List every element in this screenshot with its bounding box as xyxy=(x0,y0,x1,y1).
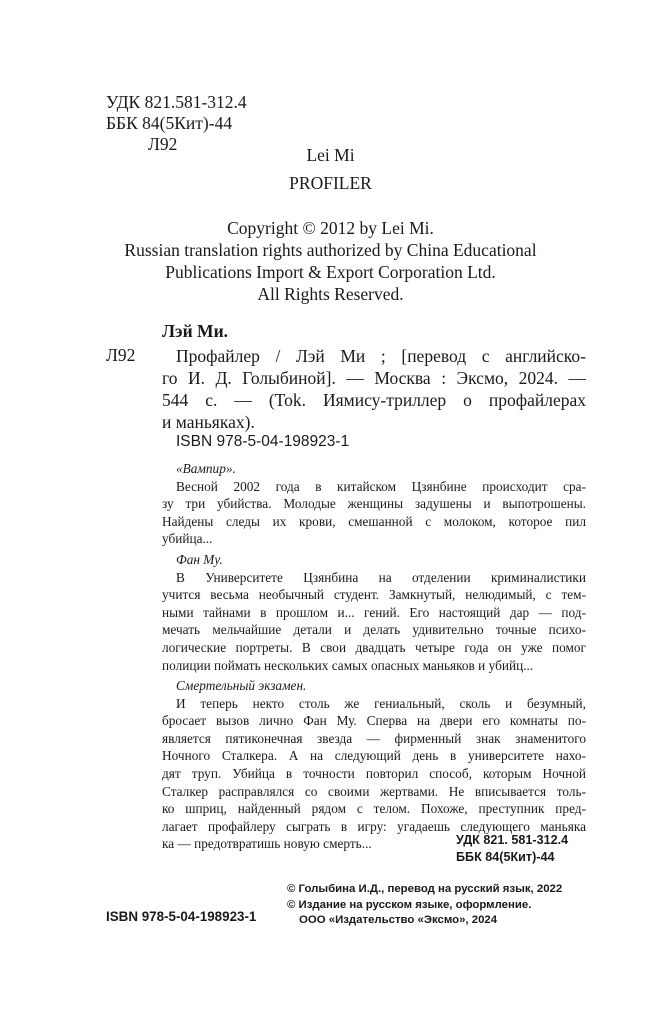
entry-author: Лэй Ми. xyxy=(162,321,229,341)
annotation-line: Найдены следы их крови, смешанной с молоком, которое пил xyxy=(162,513,586,529)
annotation-line: зу три убийства. Молодые женщины задушены и выпотрошены. xyxy=(162,496,586,512)
annotation-line: ными тайнами в прошлом и... гений. Его настоящий дар — под- xyxy=(162,604,586,620)
bbk-code: ББК 84(5Кит)-44 xyxy=(106,113,233,133)
bibliographic-description xyxy=(162,345,586,433)
annotation-paragraph xyxy=(162,551,586,674)
copyright-line: © Издание на русском языке, оформление. xyxy=(287,898,532,911)
annotation-line: убийца... xyxy=(162,531,213,547)
annotation-paragraph xyxy=(162,460,586,548)
footer-isbn: ISBN 978-5-04-198923-1 xyxy=(106,909,257,924)
footer-bbk: ББК 84(5Кит)-44 xyxy=(456,850,555,864)
annotation-line: мечать мельчайшие детали и делать удивительно точные психо- xyxy=(162,622,586,638)
rights-line: All Rights Reserved. xyxy=(257,284,404,304)
annotation-line: лагает профайлеру сыграть в игру: угадаешь следующего маньяка xyxy=(162,818,586,834)
footer-udk: УДК 821. 581-312.4 xyxy=(456,833,569,847)
biblio-line: и маньяках). xyxy=(162,412,255,432)
rights-line: Russian translation rights authorized by China Educational xyxy=(124,240,537,260)
annotation-line: полиции поймать нескольких самых опасных маньяков и убийц... xyxy=(162,657,534,673)
annotation-line: ко шприц, найденный рядом с телом. Похоже, преступник пред- xyxy=(162,801,586,817)
copyright-line: ООО «Издательство «Эксмо», 2024 xyxy=(299,914,498,927)
biblio-line: Профайлер / Лэй Ми ; [перевод с английско- xyxy=(176,346,586,366)
annotation-line: учится весьма необычный студент. Замкнутый, нелюдимый, с тем- xyxy=(162,587,586,603)
annotation-line: Ночного Сталкера. А на следующий день в университете нахо- xyxy=(162,748,586,764)
shelf-code: Л92 xyxy=(148,134,178,154)
copyright-line: © Голыбина И.Д., перевод на русский язык, 2022 xyxy=(287,883,563,895)
annotation-lead: Смертельный экзамен. xyxy=(176,678,307,693)
annotation-line: является пятиконечная звезда — фирменный знак знаменитого xyxy=(162,730,586,746)
biblio-line: 544 с. — (Tok. Иямису-триллер о профайлерах xyxy=(162,390,586,410)
rights-notice xyxy=(0,217,661,305)
rights-line: Publications Import & Export Corporation Ltd. xyxy=(165,262,496,282)
annotation-line: ка — предотвратишь новую смерть... xyxy=(162,836,372,852)
original-author: Lei Mi xyxy=(306,145,355,165)
rights-line: Copyright © 2012 by Lei Mi. xyxy=(227,218,434,238)
annotation-line: В Университете Цзянбина на отделении криминалистики xyxy=(176,569,586,585)
annotation-line: И теперь некто столь же гениальный, сколь и безумный, xyxy=(176,695,586,711)
annotation-paragraph xyxy=(162,677,586,853)
annotation-lead: Фан Му. xyxy=(176,552,223,567)
annotation-line: дят труп. Убийца в точности повторил способ, которым Ночной xyxy=(162,765,586,781)
footer-codes xyxy=(456,832,568,866)
entry-shelf-code: Л92 xyxy=(106,345,136,365)
entry-isbn: ISBN 978-5-04-198923-1 xyxy=(176,433,350,450)
annotation-line: Сталкер расправлялся со своими жертвами. Не вписывается толь- xyxy=(162,783,586,799)
udk-code: УДК 821.581-312.4 xyxy=(106,92,247,112)
biblio-line: го И. Д. Голыбиной]. — Москва : Эксмо, 2024. — xyxy=(162,368,586,388)
annotation-line: логические портреты. В свои двадцать четыре года он уже помог xyxy=(162,639,586,655)
annotation-line: бросает вызов лично Фан Му. Сперва на двери его комнаты по- xyxy=(162,713,586,729)
copyright-block xyxy=(287,882,562,929)
original-title: PROFILER xyxy=(289,173,372,193)
annotation-lead: «Вампир». xyxy=(176,461,236,476)
annotation-line: Весной 2002 года в китайском Цзянбине происходит сра- xyxy=(176,478,586,494)
